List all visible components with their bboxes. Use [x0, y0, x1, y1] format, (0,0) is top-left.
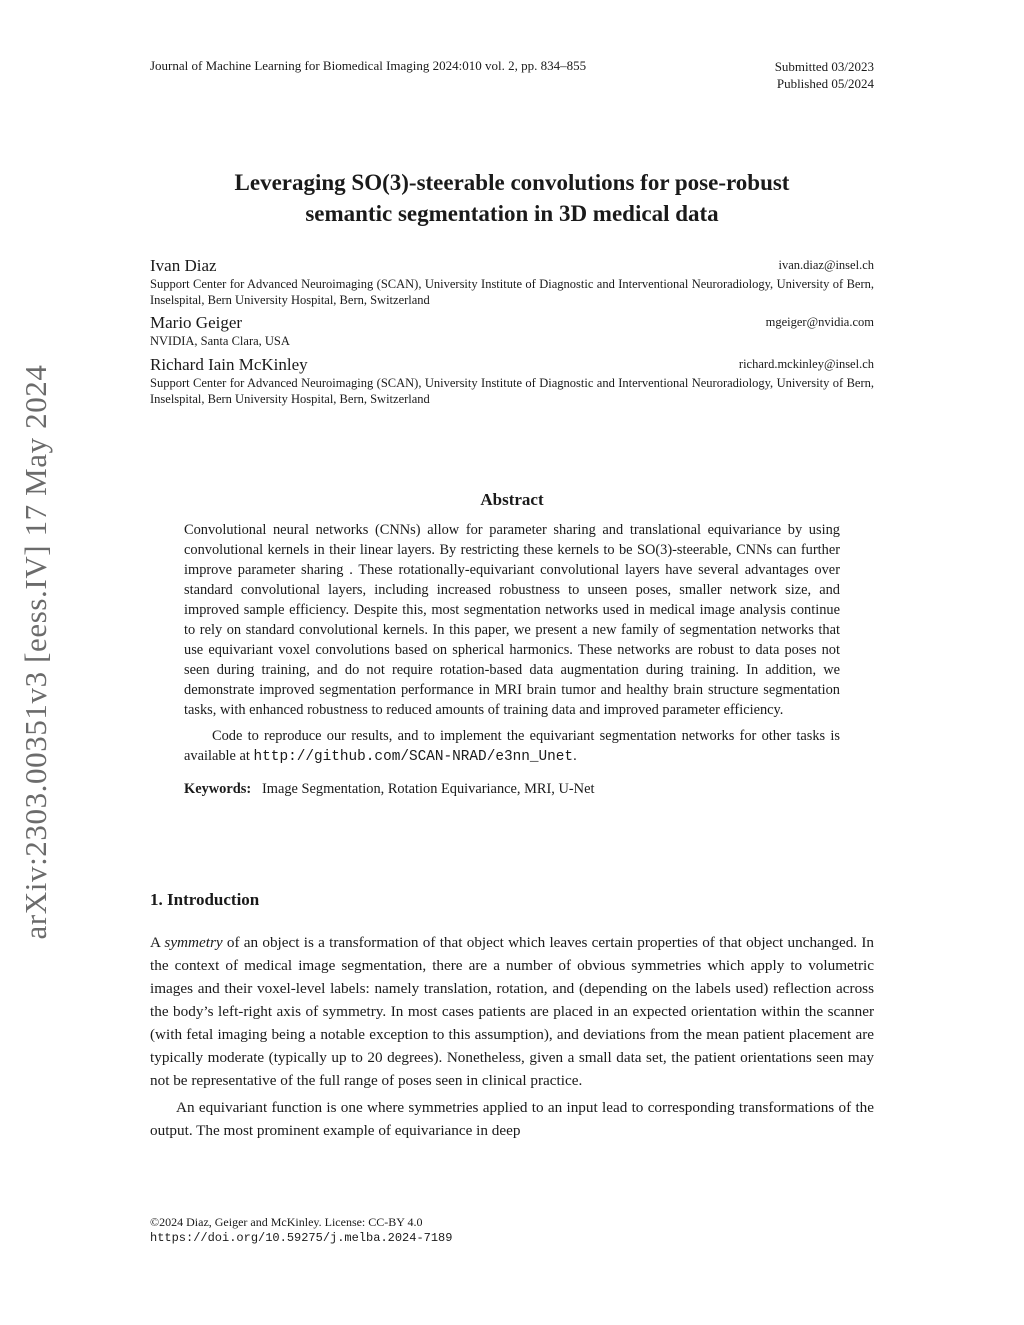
author-name: Richard Iain McKinley	[150, 355, 308, 374]
copyright-notice: ©2024 Diaz, Geiger and McKinley. License: CC-BY 4.0	[150, 1215, 423, 1229]
intro-p1-rest: of an object is a transformation of that object which leaves certain properties of that object unchanged. In the context of medical image segmentation, there are a number of obvious symmetries which apply to volumetric images and their voxel-level labels: namely translation, rotation, and (depending on the labels used) reflection across the body’s left-right axis of symmetry. In most cases patients are placed in an expected orientation within the scanner (with fetal imaging being a notable exception to this assumption), and deviations from the mean patient placement are typically moderate (typically up to 20 degrees). Nonetheless, given a small data set, the patient orientations seen may not be representative of the full range of poses seen in clinical practice.	[150, 934, 875, 1089]
author-name: Mario Geiger	[150, 313, 243, 332]
author-affiliation: Support Center for Advanced Neuroimaging (SCAN), University Institute of Diagnostic and Interventional Neuroradiology, University of Bern, Inselspital, Bern University Hospital, Bern, Switzerland	[150, 277, 874, 307]
author-affiliation: NVIDIA, Santa Clara, USA	[150, 334, 290, 348]
author-affiliation: Support Center for Advanced Neuroimaging (SCAN), University Institute of Diagnostic and Interventional Neuroradiology, University of Bern, Inselspital, Bern University Hospital, Bern, Switzerland	[150, 376, 874, 406]
introduction-body	[150, 931, 874, 1142]
abstract-text: Convolutional neural networks (CNNs) allow for parameter sharing and translational equivariance by using convolutional kernels in their linear layers. By restricting these kernels to be SO(3)-steerable, CNNs can further improve parameter sharing . These rotationally-equivariant convolutional layers have several advantages over standard convolutional layers, including increased robustness to unseen poses, smaller network size, and improved sample efficiency. Despite this, most segmentation networks used in medical image analysis continue to rely on standard convolutional kernels. In this paper, we present a new family of segmentation networks that use equivariant voxel convolutions based on spherical harmonics. These networks are robust to data poses not seen during training, and do not require rotation-based data augmentation during training. In addition, we demonstrate improved segmentation performance in MRI brain tumor and healthy brain structure segmentation tasks, with enhanced robustness to reduced amounts of training data and improved parameter efficiency.	[184, 522, 840, 718]
author-block	[150, 256, 874, 308]
arxiv-identifier: arXiv:2303.00351v3 [eess.IV] 17 May 2024	[18, 364, 53, 940]
author-email[interactable]: mgeiger@nvidia.com	[765, 315, 874, 329]
intro-paragraph-1	[150, 931, 874, 1092]
keywords-list: Image Segmentation, Rotation Equivariance, MRI, U-Net	[261, 781, 595, 797]
code-availability	[184, 726, 840, 767]
author-block	[150, 313, 874, 349]
page-footer	[150, 1214, 452, 1246]
intro-paragraph-2: An equivariant function is one where symmetries applied to an input lead to corresponding transformations of the output. The most prominent example of equivariance in deep	[150, 1099, 874, 1139]
keywords	[184, 779, 840, 799]
submitted-date: Submitted 03/2023	[774, 59, 874, 74]
intro-p1-start: A	[150, 934, 161, 951]
published-date: Published 05/2024	[776, 76, 874, 91]
paper-title	[120, 167, 904, 229]
abstract-body	[184, 520, 840, 799]
author-email[interactable]: ivan.diaz@insel.ch	[778, 258, 874, 272]
code-text: Code to reproduce our results, and to implement the equivariant segmentation networks for other tasks is available at	[184, 728, 840, 764]
section-heading-introduction: 1. Introduction	[150, 890, 260, 909]
author-block	[150, 355, 874, 407]
abstract-heading: Abstract	[480, 490, 544, 509]
title-line-1: Leveraging SO(3)-steerable convolutions for pose-robust	[234, 170, 790, 195]
code-end: .	[573, 748, 577, 764]
author-email[interactable]: richard.mckinley@insel.ch	[738, 357, 874, 371]
code-url-link[interactable]: http://github.com/SCAN-NRAD/e3nn_Unet	[253, 749, 574, 765]
keywords-label: Keywords:	[184, 781, 252, 797]
intro-p1-emphasis: symmetry	[164, 934, 223, 951]
author-name: Ivan Diaz	[150, 256, 217, 275]
title-line-2: semantic segmentation in 3D medical data	[305, 201, 719, 226]
submission-dates	[775, 58, 874, 92]
journal-info: Journal of Machine Learning for Biomedical Imaging 2024:010 vol. 2, pp. 834–855	[150, 58, 587, 73]
doi-link[interactable]: https://doi.org/10.59275/j.melba.2024-7189	[150, 1231, 453, 1245]
